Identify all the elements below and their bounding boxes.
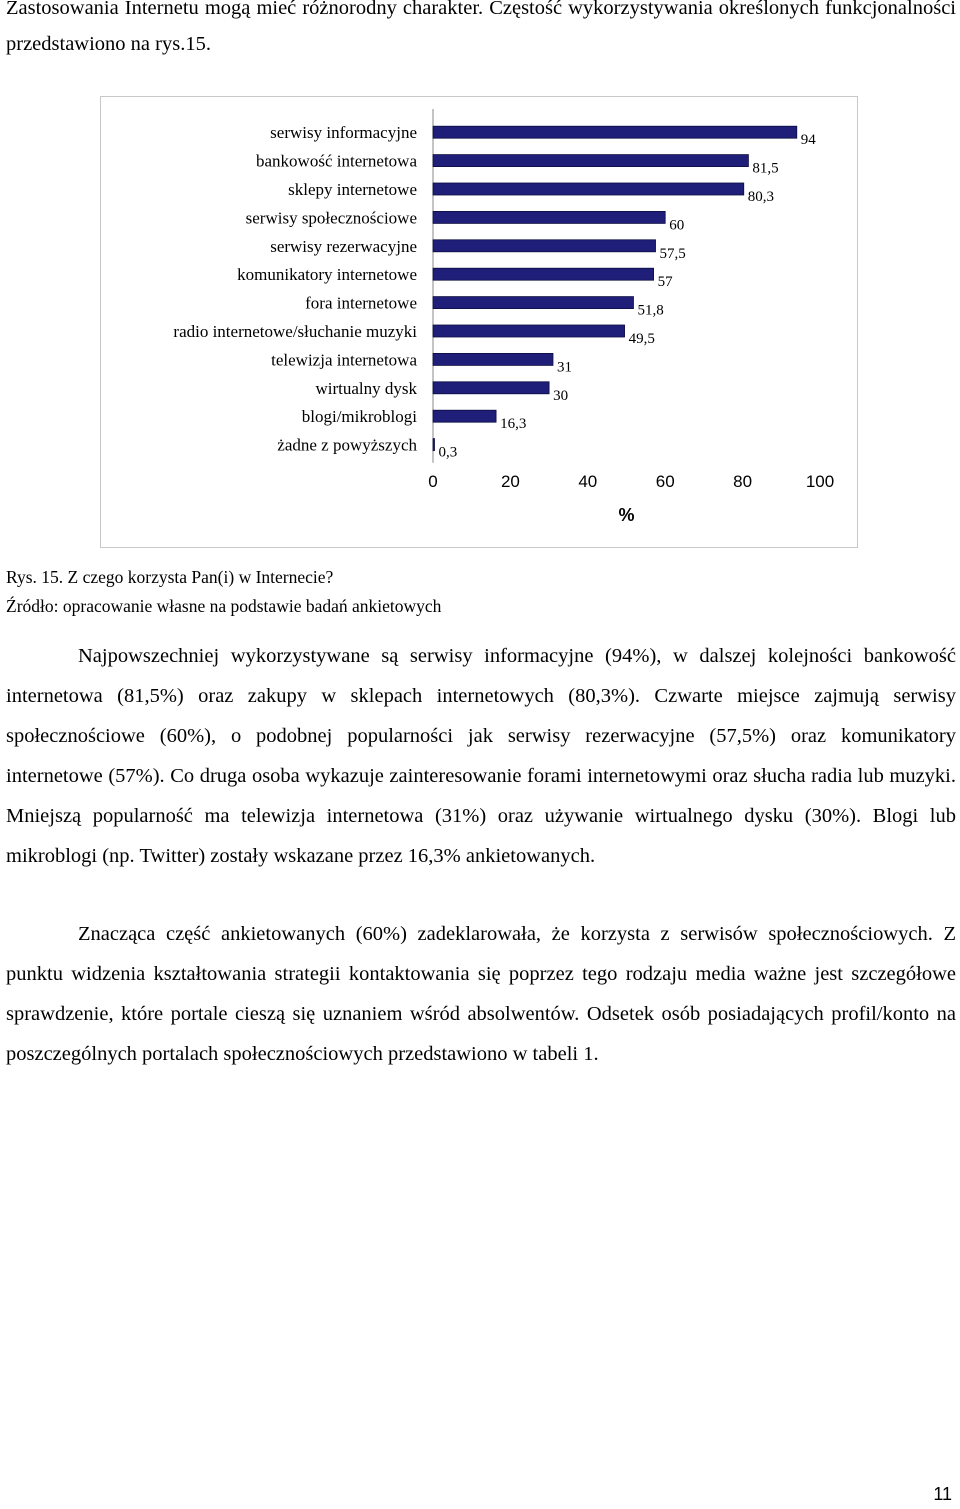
category-label: blogi/mikroblogi	[301, 407, 417, 427]
bar	[433, 155, 748, 167]
bar-chart-svg	[101, 97, 857, 547]
data-label: 57	[657, 274, 673, 291]
x-tick-label: 20	[500, 472, 520, 491]
bar	[433, 439, 435, 451]
category-label: komunikatory internetowe	[237, 265, 417, 285]
bar	[433, 325, 625, 337]
x-axis-label: %	[618, 505, 635, 525]
x-tick-label: 60	[655, 472, 675, 491]
x-tick-label: 80	[733, 472, 753, 491]
category-label: radio internetowe/słuchanie muzyki	[173, 322, 417, 341]
data-label: 30	[553, 387, 569, 404]
page-number: 11	[933, 1484, 952, 1504]
data-label: 57,5	[659, 245, 686, 262]
bar	[433, 353, 553, 365]
bar	[433, 410, 496, 422]
data-label: 80,3	[747, 189, 775, 205]
category-label: żadne z powyższych	[277, 435, 417, 455]
figure-caption: Rys. 15. Z czego korzysta Pan(i) w Internecie?	[6, 567, 334, 587]
category-label: wirtualny dysk	[315, 378, 417, 398]
x-tick-label: 40	[578, 472, 598, 491]
bar-chart	[100, 96, 858, 548]
bar	[433, 183, 744, 195]
bar	[433, 126, 797, 138]
data-label: 51,8	[637, 302, 664, 319]
category-label: serwisy rezerwacyjne	[270, 236, 417, 256]
category-label: serwisy informacyjne	[270, 123, 417, 143]
data-label: 60	[669, 217, 685, 234]
category-label: bankowość internetowa	[256, 151, 417, 171]
data-label: 16,3	[500, 416, 527, 433]
intro-paragraph: Zastosowania Internetu mogą mieć różnorodny charakter. Częstość wykorzystywania określonych funkcjonalności przedstawiono na rys.15.	[6, 0, 956, 55]
x-tick-label: 100	[805, 472, 835, 491]
category-label: telewizja internetowa	[271, 350, 417, 370]
data-label: 81,5	[752, 160, 779, 177]
category-label: fora internetowe	[305, 293, 417, 313]
body-paragraph-2: Znacząca część ankietowanych (60%) zadeklarowała, że korzysta z serwisów społecznościowych. Z punktu widzenia kształtowania strategii kontaktowania się poprzez tego rodzaju media ważne jest szczegółowe sprawdzenie, które portale cieszą się uznaniem wśród absolwentów. Odsetek osób posiadających profil/konto na poszczególnych portalach społecznościowych przedstawiono w tabeli 1.	[6, 923, 956, 1065]
body-paragraph-1: Najpowszechniej wykorzystywane są serwisy informacyjne (94%), w dalszej kolejności bankowość internetowa (81,5%) oraz zakupy w sklepach internetowych (80,3%). Czwarte miejsce zajmują serwisy społecznościowe (60%), o podobnej popularności jak serwisy rezerwacyjne (57,5%) oraz komunikatory internetowe (57%). Co druga osoba wykazuje zainteresowanie forami internetowymi oraz słucha radia lub muzyki. Mniejszą popularność ma telewizja internetowa (31%) oraz używanie wirtualnego dysku (30%). Blogi lub mikroblogi (np. Twitter) zostały wskazane przez 16,3% ankietowanych.	[6, 645, 956, 867]
data-label: 0,3	[438, 444, 458, 461]
data-label: 31	[556, 359, 572, 376]
x-tick-label: 0	[428, 472, 438, 491]
data-label: 94	[800, 132, 816, 149]
figure-source: Źródło: opracowanie własne na podstawie badań ankietowych	[6, 596, 442, 616]
bar	[433, 240, 656, 252]
bar	[433, 268, 654, 280]
category-label: sklepy internetowe	[288, 180, 417, 199]
bar	[433, 297, 633, 309]
bar	[433, 211, 665, 223]
bar	[433, 382, 549, 394]
category-label: serwisy społecznościowe	[245, 208, 417, 228]
data-label: 49,5	[628, 331, 655, 347]
